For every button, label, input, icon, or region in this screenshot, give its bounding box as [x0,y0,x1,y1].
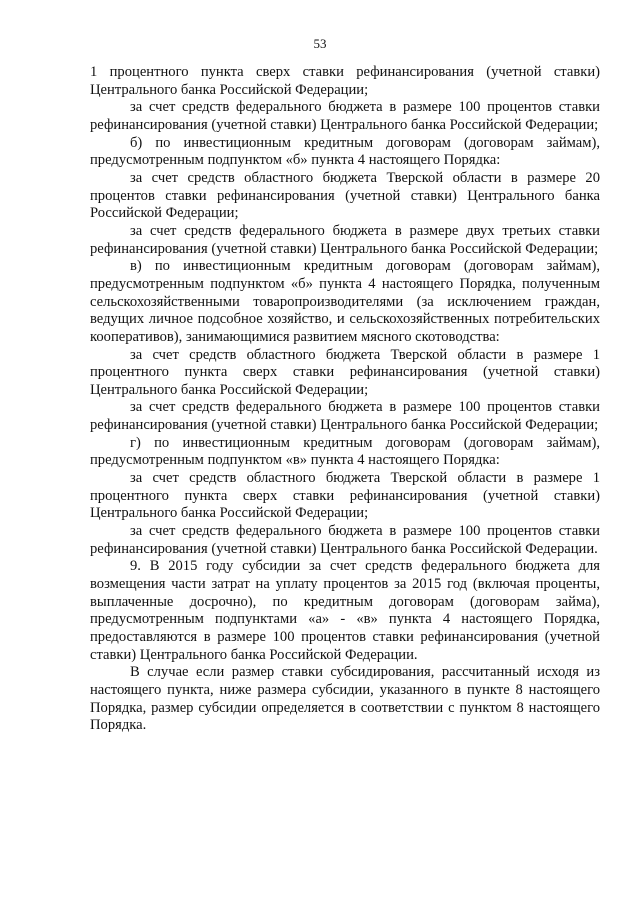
paragraph: 9. В 2015 году субсидии за счет средств федерального бюджета для возмещения части затрат на уплату процентов за 2015 год (включая проценты, выплаченные досрочно), по кредитным договорам (договорам займа), предусмотренным подпунктами «а» - «в» пункта 4 настоящего Порядка, предоставляются в размере 100 процентов ставки рефинансирования (учетной ставки) Центрального банка Российской Федерации. [90,558,600,663]
paragraph: за счет средств областного бюджета Тверской области в размере 1 процентного пункта сверх ставки рефинансирования (учетной ставки) Центрального банка Российской Федерации; [90,470,600,522]
paragraph: 1 процентного пункта сверх ставки рефинансирования (учетной ставки) Центрального банка Российской Федерации; [90,64,600,98]
paragraph: В случае если размер ставки субсидирования, рассчитанный исходя из настоящего пункта, ниже размера субсидии, указанного в пункте 8 настоящего Порядка, размер субсидии определяется в соответствии с пунктом 8 настоящего Порядка. [90,664,600,734]
paragraph: в) по инвестиционным кредитным договорам (договорам займам), предусмотренным подпунктом «б» пункта 4 настоящего Порядка, полученным сельскохозяйственными товаропроизводителями (за исключением граждан, ведущих личное подсобное хозяйство, и сельскохозяйственных потребительских кооперативов), занимающимися развитием мясного скотоводства: [90,258,600,345]
paragraph: г) по инвестиционным кредитным договорам (договорам займам), предусмотренным подпунктом «в» пункта 4 настоящего Порядка: [90,434,600,469]
paragraph: за счет средств федерального бюджета в размере 100 процентов ставки рефинансирования (учетной ставки) Центрального банка Российской Федерации. [90,523,600,557]
paragraph: за счет средств федерального бюджета в размере 100 процентов ставки рефинансирования (учетной ставки) Центрального банка Российской Федерации; [90,99,600,133]
paragraph: б) по инвестиционным кредитным договорам (договорам займам), предусмотренным подпунктом «б» пункта 4 настоящего Порядка: [90,134,600,169]
paragraph: за счет средств областного бюджета Тверской области в размере 1 процентного пункта сверх ставки рефинансирования (учетной ставки) Центрального банка Российской Федерации; [90,346,600,398]
document-body [90,64,600,735]
paragraph: за счет средств областного бюджета Тверской области в размере 20 процентов ставки рефинансирования (учетной ставки) Центрального банка Российской Федерации; [90,169,600,222]
page-number: 53 [313,36,327,51]
paragraph: за счет средств федерального бюджета в размере двух третьих ставки рефинансирования (учетной ставки) Центрального банка Российской Федерации; [90,222,600,257]
paragraph: за счет средств федерального бюджета в размере 100 процентов ставки рефинансирования (учетной ставки) Центрального банка Российской Федерации; [90,399,600,434]
